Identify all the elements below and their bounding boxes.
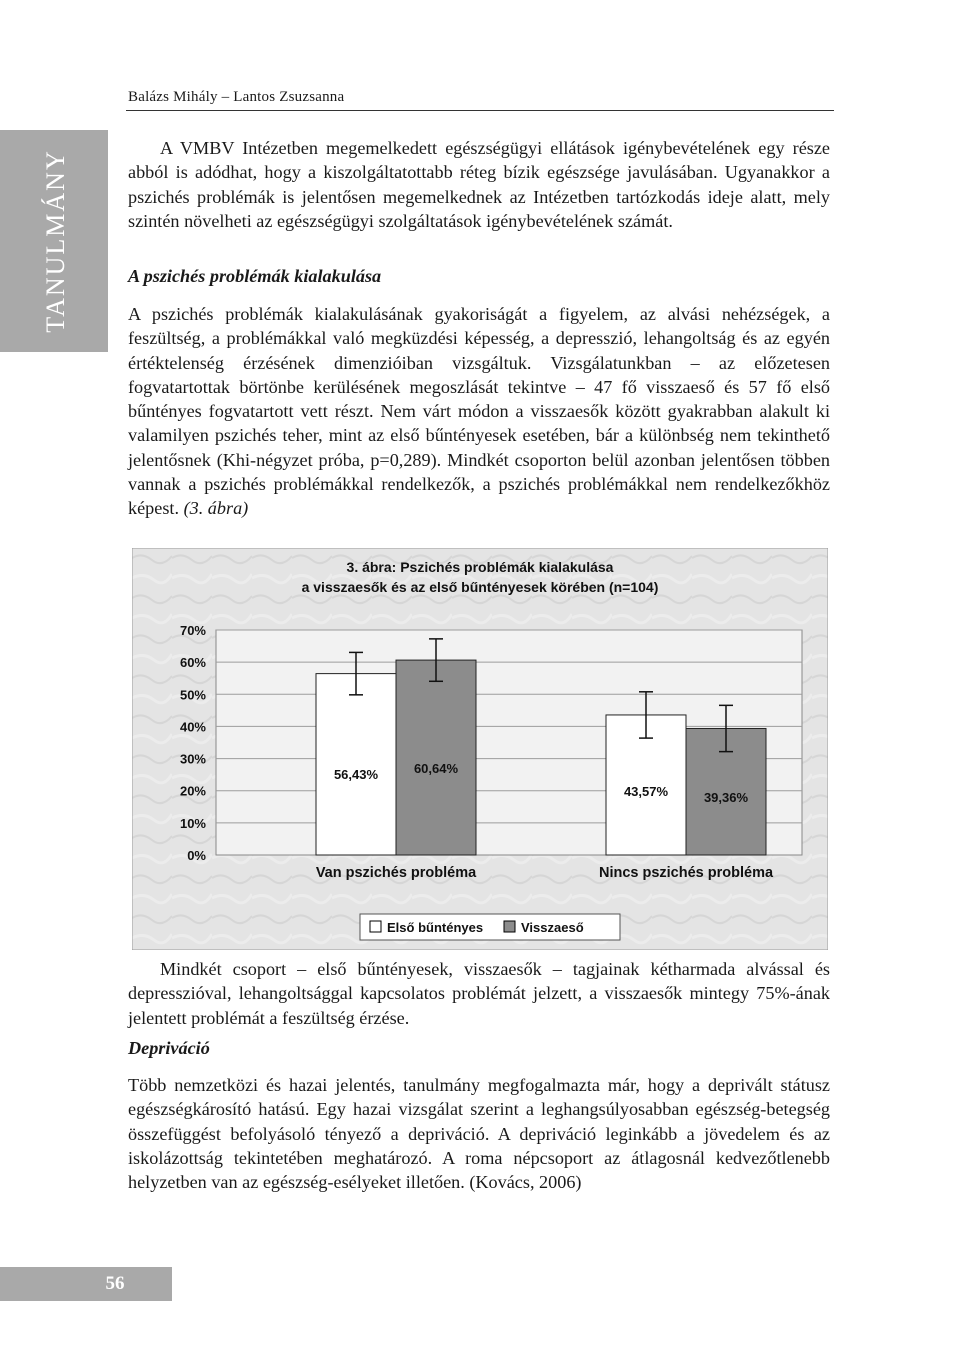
x-category-label: Van pszichés probléma — [315, 865, 477, 881]
section-heading-psychological: A pszichés problémák kialakulása — [128, 266, 382, 286]
paragraph-3: Mindkét csoport – első bűntényesek, visszaesők – tagjainak kétharmada alvással és depresszióval, lehangoltsággal kapcsolatos problémát jelzett, a visszaesők mintegy 75%-ának jelentett problémát a feszültség érzése. — [128, 959, 830, 1028]
figure-reference: (3. ábra) — [183, 498, 249, 519]
legend-swatch-elso — [370, 921, 381, 932]
paragraph-1: A VMBV Intézetben megemelkedett egészségügyi ellátások igénybevételének egy része abból is adódhat, hogy a kiszolgáltatottabb réteg bízik egészsége javulásában. Ugyanakkor a pszichés problémák is jelentősen megemelkednek az Intézetben tartózkodás ideje alatt, mely szintén növelheti az egészségügyi szolgáltatások igénybevételének számát. — [128, 138, 830, 231]
paragraph-4: Több nemzetközi és hazai jelentés, tanulmány megfogalmazta már, hogy a deprivált státusz egészségkárosító hatású. Egy hazai vizsgálat szerint a leghangsúlyosabban egészség-betegség összefüggést befolyásoló tényező a depriváció. A depriváció leginkább a jövedelem és az iskolázottság tekintetében meghatározó. A roma népcsoport az átlagosnál kedvezőtlenebb helyzetben van az egészség-esélyeket illetően. (Kovács, 2006) — [128, 1075, 830, 1193]
value-label: 39,36% — [703, 789, 749, 805]
legend — [360, 914, 620, 940]
y-tick-label: 20% — [179, 783, 206, 799]
figure-3 — [132, 548, 828, 950]
x-category-label: Nincs pszichés probléma — [598, 865, 774, 881]
value-label: 43,57% — [623, 784, 669, 800]
bar-chart — [132, 548, 828, 950]
page-number: 56 — [105, 1273, 125, 1294]
y-tick-label: 40% — [179, 719, 206, 735]
y-tick-label: 50% — [179, 687, 206, 703]
y-tick-label: 60% — [179, 655, 206, 671]
legend-label-visszaeso: Visszaeső — [521, 920, 584, 935]
header-author: Balázs Mihály – Lantos Zsuzsanna — [128, 89, 345, 105]
y-tick-label: 0% — [187, 848, 206, 863]
value-label: 56,43% — [333, 766, 379, 782]
side-tab-label: TANULMÁNY — [41, 149, 70, 333]
section-heading-deprivation: Depriváció — [128, 1038, 210, 1058]
bar — [316, 674, 396, 855]
y-tick-label: 30% — [179, 751, 206, 767]
paragraph-2 — [128, 302, 830, 521]
bar — [396, 660, 476, 855]
legend-label-elso: Első bűntényes — [387, 920, 484, 935]
paragraph-2-text: A pszichés problémák kialakulásának gyakoriságát a figyelem, az alvási nehézségek, a feszültség, a problémákkal való megküzdési képesség, a depresszió, lehangoltság és az egyén értéktelenség érzésének dimenzióiban vizsgáltuk. Vizsgálatunkban – az előzetesen fogvatartottak börtönbe kerülésének megoszlását tekintve – 47 fő visszaeső és 57 fő első bűntényes fogvatartott vett részt. Nem várt módon a visszaesők között gyakrabban alakult ki valamilyen pszichés teher, mint az első bűntényesek esetében, bár a különbség nem tekinthető jelentősnek (Khi-négyzet próba, p=0,289). Mindkét csoporton belül azonban jelentősen többen vannak a pszichés problémákkal rendelkezők, a pszichés problémákkal nem rendelkezőkhöz képest. — [128, 304, 830, 519]
value-label: 60,64% — [413, 761, 459, 777]
chart-subtitle: a visszaesők és az első bűntényesek körében (n=104) — [301, 579, 659, 595]
legend-swatch-visszaeso — [504, 921, 515, 932]
chart-title: 3. ábra: Pszichés problémák kialakulása — [346, 559, 614, 575]
y-tick-label: 10% — [179, 815, 206, 831]
y-tick-label: 70% — [179, 623, 206, 638]
header-rule — [126, 110, 834, 111]
